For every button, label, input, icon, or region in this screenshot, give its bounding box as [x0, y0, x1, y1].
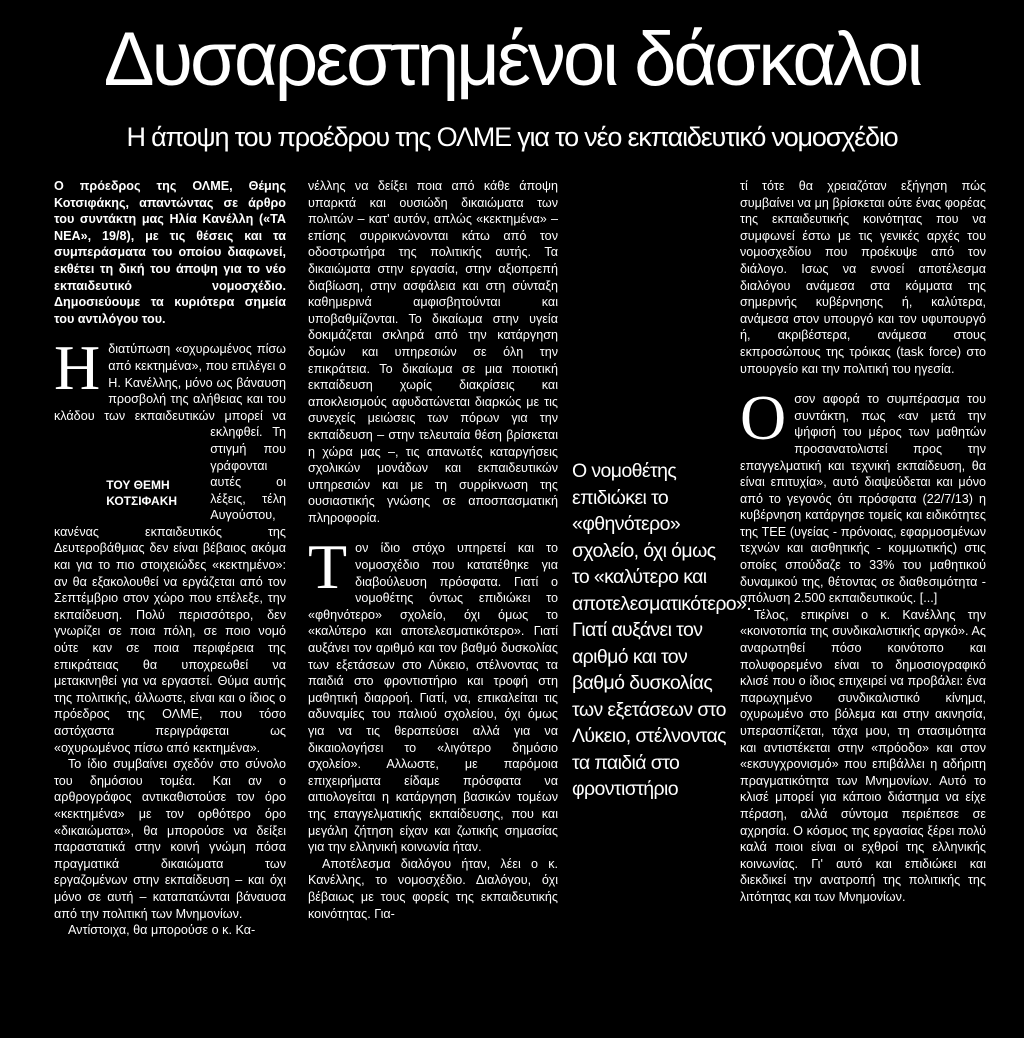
- article-subtitle: Η άποψη του προέδρου της ΟΛΜΕ για το νέο εκπαιδευτικό νομοσχέδιο: [126, 122, 898, 152]
- paragraph: Τέλος, επικρίνει ο κ. Κανέλλης την «κοινοτοπία της συνδικαλιστικής αργκό». Ας αναρωτηθεί πόσο κοινότοπο και πολυφορεμένο είναι το δημοσιογραφικό κλισέ που ο ίδιος επιχειρεί να προβάλει: ένα παρωχημένο συνδικαλιστικό κίνημα, οχυρωμένο στο βόλεμα και στην ακινησία, υπερασπίζεται, τάχα μου, τη στασιμότητα και αντιστέκεται στην «πρόοδο» και στον «εκσυγχρονισμό» που επιβάλλει η αδήριτη πραγματικότητα των Μνημονίων. Αυτό το κλισέ μπορεί για κάποιο διάστημα να είχε πέραση, αλλά σύντομα περιέπεσε σε αχρησία. Ο κόσμος της εργασίας ξέρει πολύ καλά ποιοι είναι οι εχθροί της ελληνικής κοινωνίας. Γι' αυτό και επιδιώκει και διεκδικεί την ανατροπή της πολιτικής της λιτότητας και των Μνημονίων.: [740, 607, 986, 904]
- paragraph: Το ίδιο συμβαίνει σχεδόν στο σύνολο του δημόσιου τομέα. Και αν ο αρθρογράφος αντικαθιστούσε τον όρο «κεκτημένα» με τον ορθότερο όρο «δικαιώματα», θα μπορούσε να δείξει παραστατικά στην κοινή γνώμη πόσα πραγματικά δικαιώματα των εργαζομένων στην εκπαίδευση – και όχι μόνο σε αυτή – καταπατώνται βάναυσα από την πολιτική των Μνημονίων.: [54, 757, 286, 921]
- paragraph-text: ον ίδιο στόχο υπηρετεί και το νομοσχέδιο που κατατέθηκε για διαβούλευση πρόσφατα. Γιατί ο νομοθέτης όντως επιδιώκει το «φθηνότερο» σχολείο, όχι όμως το «καλύτερο και αποτελεσματικότερο». Γιατί αυξάνει τον αριθμό και τον βαθμό δυσκολίας των εξετάσεων στο Λύκειο, στέλνοντας τα παιδιά στο φροντιστήριο και τροφή στη μαθητική διαρροή. Γιατί, να, επικαλείται τις αδυναμίες του παλιού σχολείου, όχι όμως για να τις θεραπεύσει αλλά για να δικαιολογήσει το «λιγότερο δημόσιο σχολείο». Αλλωστε, με παρόμοια επιχειρήματα είδαμε πρόσφατα να αιτιολογείται η κατάργηση βασικών τομέων της επαγγελματικής εκπαίδευσης, που και μεγάλη ζήτηση είχαν και ζωτικής σημασίας για την ελληνική κοινωνία ήταν.: [308, 541, 558, 855]
- column-1: [54, 178, 286, 939]
- paragraph: [740, 382, 986, 607]
- author-surname: ΚΟΤΣΙΦΑΚΗ: [106, 494, 178, 509]
- paragraph: νέλλης να δείξει ποια από κάθε άποψη υπαρκτά και ουσιώδη δικαιώματα των πολιτών – κατ' αυτόν, απλώς «κεκτημένα» – επίσης συρρικνώνονται κάτω από τον οδοστρωτήρα της πολιτικής αυτής. Τα δικαιώματα στην εργασία, στην αξιοπρεπή διαβίωση, στην ασφάλεια και στη σύνταξη καθημερινά αμφισβητούνται και υποβαθμίζονται. Το δικαίωμα στην υγεία δοκιμάζεται σκληρά από την κατάργηση δομών και υπηρεσιών σε όλη την επικράτεια. Το δικαίωμα σε μια ποιοτική εκπαίδευση χωρίς διακρίσεις και αποκλεισμούς αφυδατώνεται διαρκώς με τις συνεχείς μειώσεις των πόρων για την εκπαίδευση – στην τελευταία θέση βρίσκεται η χώρα μας –, τις απανωτές καταργήσεις σχολικών μονάδων και εκπαιδευτικών υπηρεσιών και με τη συρρίκνωση της ουσιαστικής γνώσης σε αποσπασματική πληροφορία.: [308, 179, 558, 525]
- author-prefix: ΤΟΥ ΘΕΜΗ: [106, 478, 170, 493]
- column-2: [308, 178, 558, 922]
- paragraph: Αποτέλεσμα διαλόγου ήταν, λέει ο κ. Κανέλλης, το νομοσχέδιο. Διαλόγου, όχι βέβαιως με τους φορείς της εκπαιδευτικής κοινότητας. Για-: [308, 856, 558, 921]
- drop-cap: Η: [54, 332, 101, 404]
- column-4: [740, 178, 986, 906]
- article-lead: Ο πρόεδρος της ΟΛΜΕ, Θέμης Κοτσιφάκης, απαντώντας σε άρθρο του συντάκτη μας Ηλία Κανέλλη («ΤΑ ΝΕΑ», 19/8), με τις θέσεις και τα συμπεράσματα του οποίου διαφωνεί, εκθέτει τη δική του άποψη για το νέο εκπαιδευτικό νομοσχέδιο. Δημοσιεύουμε τα κυριότερα σημεία του αντιλόγου του.: [54, 179, 286, 326]
- drop-cap: Ο: [740, 382, 787, 454]
- article-title: Δυσαρεστημένοι δάσκαλοι: [103, 17, 921, 102]
- paragraph: Αντίστοιχα, θα μπορούσε ο κ. Κα-: [68, 923, 256, 938]
- pull-quote: Ο νομοθέτης επιδιώκει το «φθηνότερο» σχολείο, όχι όμως το «καλύτερο και αποτελεσματικότερο». Γιατί αυξάνει τον αριθμό και τον βαθμό δυσκολίας των εξετάσεων στο Λύκειο, στέλνοντας τα παιδιά στο φροντιστήριο: [572, 460, 752, 800]
- paragraph: [54, 332, 286, 756]
- paragraph: τί τότε θα χρειαζόταν εξήγηση πώς συμβαίνει να μη βρίσκεται ούτε ένας φορέας της εκπαιδευτικής κοινότητας που να συμφωνεί έστω με τις γενικές αρχές του νομοσχεδίου που προέκυψε από τον διάλογο. Ισως να εννοεί αποτέλεσμα διαλόγου ανάμεσα στα κόμματα της σημερινής κυβέρνησης ή, καλύτερα, ανάμεσα στον υπουργό και τον υφυπουργό ή, ακριβέστερα, ανάμεσα στους εκπροσώπους της τρόικας (task force) στο υπουργείο και την πολιτική του ηγεσία.: [740, 179, 986, 376]
- paragraph: [308, 531, 558, 855]
- author-byline: [98, 359, 198, 509]
- drop-cap: Τ: [308, 531, 348, 603]
- paragraph-text: σον αφορά το συμπέρασμα του συντάκτη, πως «αν μετά την ψήφισή του μέρος των μαθητών προσανατολιστεί προς την επαγγελματική και τεχνική εκπαίδευση, θα είναι επιτυχία», αυτό διαψεύδεται και μόνο από το γεγονός ότι πρόσφατα (22/7/13) η κυβέρνηση κατάργησε τομείς και ειδικότητες της ΤΕΕ (υγείας - πρόνοιας, εφαρμοσμένων τεχνών και αισθητικής - κομμωτικής) στις οποίες σπούδαζε το 33% του μαθητικού δυναμικού της, θέτοντας σε διαθεσιμότητα - απόλυση 2.500 εκπαιδευτικούς. [...]: [740, 392, 986, 606]
- paragraph-text: διατύπωση «οχυρωμένος πίσω από κεκτημένα», που επιλέγει ο Η. Κανέλλης, μόνο ως βάναυση προσβολή της αλήθειας και του κλάδου των εκπαιδευτικών μπορεί να εκληφθεί. Τη στιγμή που γράφονται αυτές οι λέξεις, τέλη Αυγούστου, κανένας εκπαιδευτικός της Δευτεροβάθμιας δεν είναι βέβαιος ακόμα και για το πιο στοιχειώδες «κεκτημένο»: αν θα εξακολουθεί να εργάζεται από τον Σεπτέμβριο στον χώρο που επέλεξε, την εκπαίδευση. Πολύ περισσότερο, δεν γνωρίζει σε ποια πόλη, σε ποιο νομό ούτε καν σε ποια περιφέρεια της επικράτειας θα υποχρεωθεί να μετακινηθεί για να εργαστεί. Θύμα αυτής της πολιτικής, άλλωστε, είναι και ο ίδιος ο πρόεδρος της ΟΛΜΕ, που τόσο αστόχαστα περιγράφεται ως «οχυρωμένος πίσω από κεκτημένα».: [54, 342, 286, 755]
